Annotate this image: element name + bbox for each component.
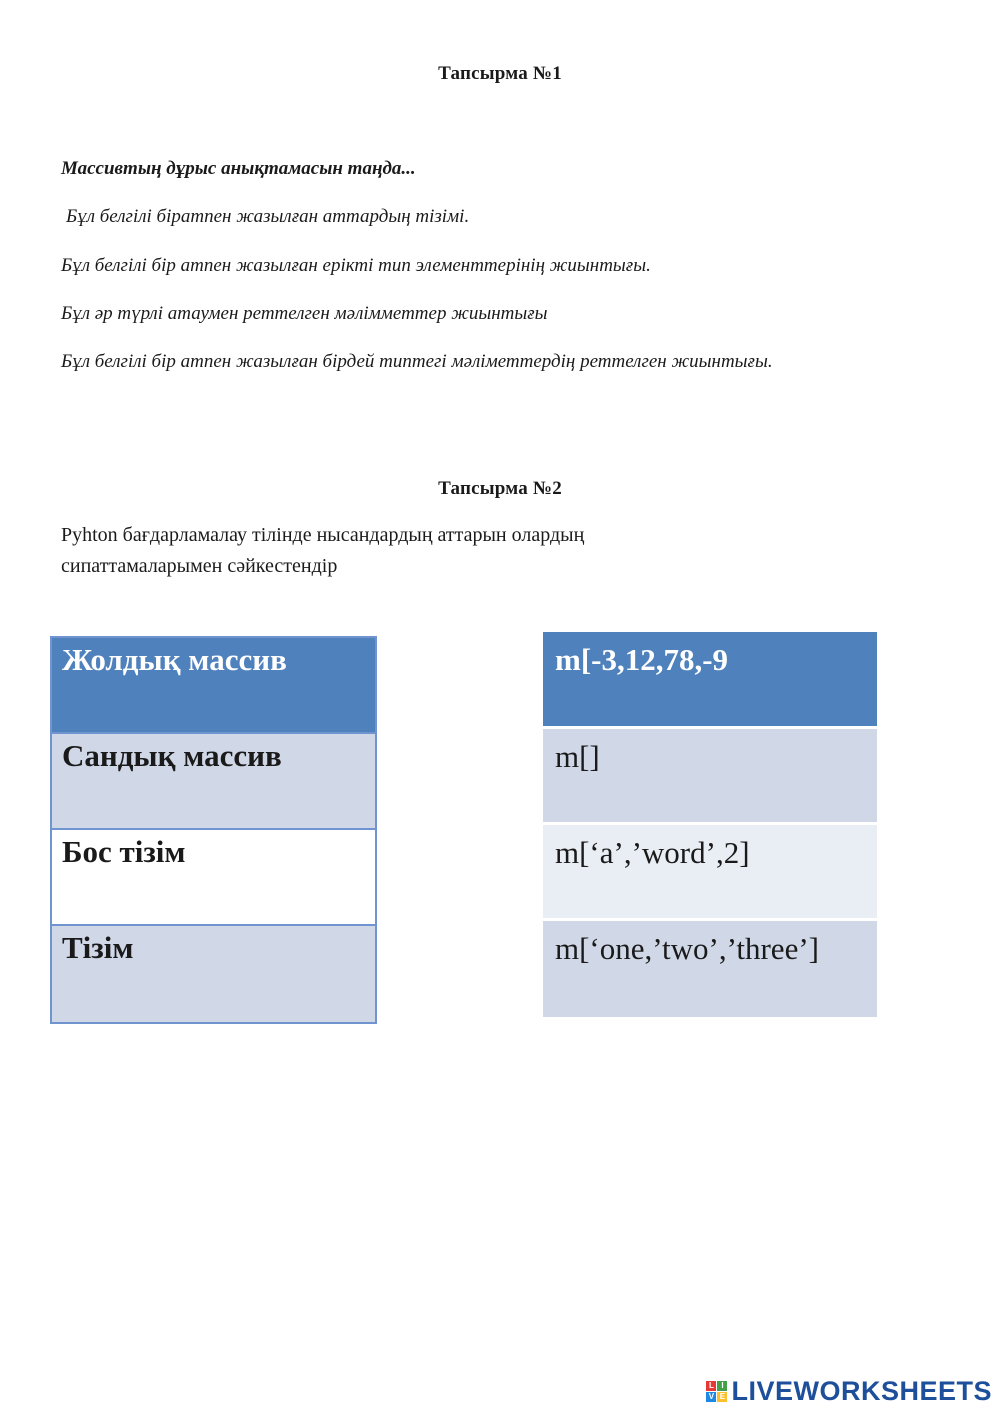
liveworksheets-logo-icon <box>706 1381 727 1402</box>
left-item-empty-list[interactable]: Бос тізім <box>52 830 375 926</box>
task1-option-4[interactable]: Бұл белгілі бір атпен жазылған бірдей типтегі мәліметтердің реттелген жиынтығы. <box>61 351 773 372</box>
left-item-number-array[interactable]: Сандық массив <box>52 734 375 830</box>
right-match-table <box>543 632 877 1017</box>
task2-title: Тапсырма №2 <box>438 478 562 499</box>
right-item-3[interactable]: m[‘a’,’word’,2] <box>543 825 877 921</box>
task1-option-1[interactable]: Бұл белгілі біратпен жазылған аттардың тізімі. <box>66 206 470 227</box>
task2-instruction: Pyhton бағдарламалау тілінде нысандардың аттарын олардың сипаттамаларымен сәйкестендір <box>61 524 585 577</box>
task1-title: Тапсырма №1 <box>438 63 562 84</box>
logo-letter-e: E <box>717 1392 727 1402</box>
right-item-1[interactable]: m[-3,12,78,-9 <box>543 632 877 729</box>
liveworksheets-text: LIVEWORKSHEETS <box>731 1376 992 1406</box>
logo-letter-l: L <box>706 1381 716 1391</box>
task1-question: Массивтың дұрыс анықтамасын таңда... <box>61 158 416 179</box>
logo-letter-v: V <box>706 1392 716 1402</box>
right-item-4[interactable]: m[‘one,’two’,’three’] <box>543 921 877 1017</box>
left-match-table <box>50 636 377 1024</box>
left-item-string-array[interactable]: Жолдық массив <box>52 638 375 734</box>
logo-letter-i: I <box>717 1381 727 1391</box>
task1-option-2[interactable]: Бұл белгілі бір атпен жазылған ерікті тип элементтерінің жиынтығы. <box>61 255 651 276</box>
liveworksheets-watermark <box>706 1376 992 1407</box>
left-item-list[interactable]: Тізім <box>52 926 375 1022</box>
right-item-2[interactable]: m[] <box>543 729 877 825</box>
task1-option-3[interactable]: Бұл әр түрлі атаумен реттелген мәлімметтер жиынтығы <box>61 303 548 324</box>
